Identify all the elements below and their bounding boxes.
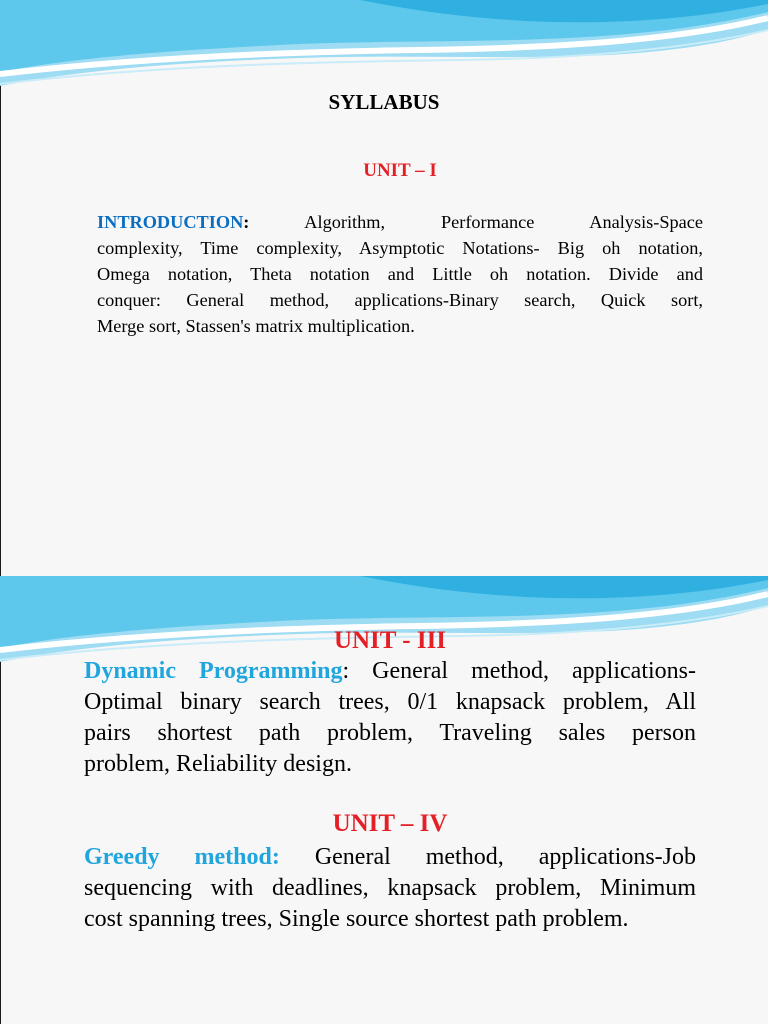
greedy-method-keyword: Greedy method: (84, 844, 280, 870)
unit-3-heading: UNIT - III (333, 627, 447, 654)
keyword-colon: : (243, 212, 250, 232)
dynamic-programming-keyword: Dynamic Programming (84, 658, 343, 684)
paragraph-line: Omega notation, Theta notation and Little oh notation. Divide and (97, 264, 703, 284)
unit-4-paragraph (84, 842, 696, 935)
paragraph-line: cost spanning trees, Single source shortest path problem. (84, 906, 629, 932)
paragraph-line (84, 656, 696, 687)
paragraph-text: General method, applications-Job (279, 844, 696, 870)
introduction-keyword: INTRODUCTION (97, 212, 244, 232)
paragraph-line: pairs shortest path problem, Traveling sales person (84, 720, 696, 746)
paragraph-line: complexity, Time complexity, Asymptotic Notations- Big oh notation, (97, 238, 703, 258)
paragraph-line: Merge sort, Stassen's matrix multiplication. (97, 316, 415, 336)
paragraph-line: conquer: General method, applications-Binary search, Quick sort, (97, 290, 703, 310)
paragraph-line: problem, Reliability design. (84, 751, 352, 777)
unit-1-paragraph (97, 209, 703, 339)
paragraph-line: Optimal binary search trees, 0/1 knapsack problem, All (84, 689, 696, 715)
unit-4-heading: UNIT – IV (332, 810, 448, 837)
paragraph-text: Algorithm, Performance Analysis-Space (249, 212, 703, 232)
paragraph-line: sequencing with deadlines, knapsack problem, Minimum (84, 875, 696, 901)
paragraph-text: : General method, applications- (342, 658, 696, 684)
page-title: SYLLABUS (328, 90, 440, 114)
paragraph-line (97, 209, 703, 235)
unit-3-paragraph (84, 656, 696, 780)
unit-1-heading: UNIT – I (363, 160, 437, 181)
paragraph-line (84, 842, 696, 873)
